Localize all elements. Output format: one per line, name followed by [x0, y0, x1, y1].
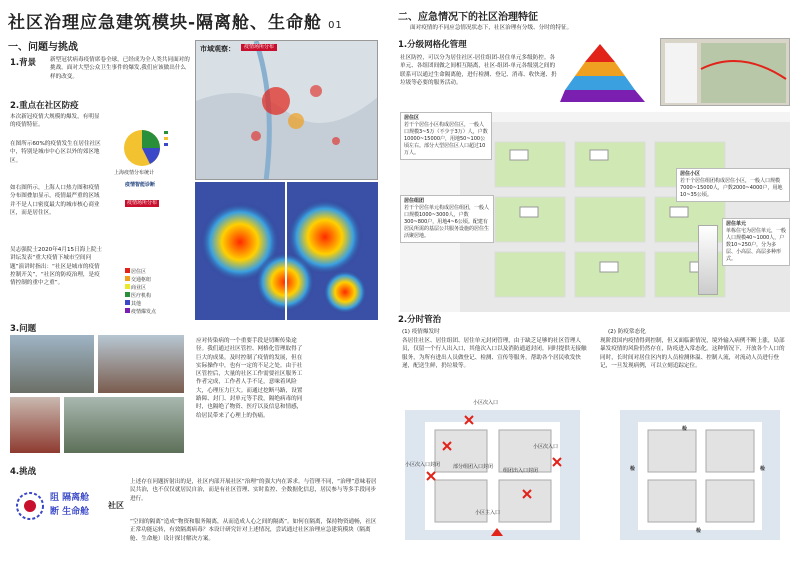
screen-mockup-svg: [661, 39, 791, 107]
callout-residential-group: 居住组团 若干个居住单元构成居住组团，一般人口规模1000~3000人，户数300~800户，用地4~6公顷。配建有居民所需的基层公共服务设施的居住生活聚居地。: [400, 195, 494, 243]
page-number: 01: [328, 20, 343, 31]
legend-item: 交通枢纽: [125, 276, 193, 284]
legend-item: 医疗机构: [125, 292, 193, 300]
control-diagram-normal: [620, 400, 780, 550]
label-group-entrance: 组团出入口封闭: [503, 468, 539, 474]
photo-street: [64, 397, 184, 453]
map-legend: [125, 268, 193, 316]
analysis-title: 疫情智能诊断: [125, 182, 156, 188]
section-2-heading: 2.重点在社区防疫: [10, 101, 79, 111]
page-title-main: 社区治理应急建筑模块-隔离舱、生命舱: [8, 13, 323, 33]
subsection-2-col1-text: 各居住社区、居住组团、居住单元封闭管理，由于缺乏足够的社区管理人员，仅留一个行人出入口，其他次入口以及消防通道封闭。同时提供无接触服务，为所有进出人员做登记、检测、宣传等服务。帮助各个居民收发快递，配送生鲜，扔垃圾等。: [402, 338, 587, 369]
subsection-2-col1-title: (1) 疫情爆发时: [402, 329, 440, 335]
logo-line-2: 断 生命舱: [50, 507, 90, 517]
section-3-text: 应对传染病的一个重要手段是切断传染途径。我们通过社区管控、网格化管理取得了巨大的成果。及时控制了疫情的发展，但在实际操作中，也有一定的不足之处。由于社区管控后，大量的社区工作需要社区服务工作者完成，工作者人手不足，意味着风险大，心理压力巨大。而通过挖断马路，设置路障、封门、封单元等手段，隔绝病毒的同时，也隔绝了物资、医疗以及信息和情感，给居民带来了心理上的伤痛。: [196, 338, 303, 419]
photo-barricade: [10, 335, 94, 393]
logo: [12, 482, 124, 532]
label-main-entrance: 小区主入口: [475, 510, 501, 516]
section-1-heading: 一、问题与挑战: [8, 42, 78, 53]
section-4-p2: “空间的隔离”造成“物资和服务隔离，从而造成人心之间的隔离”。如何在隔离，保持物资通畅，社区正常功能运转，有效隔离病毒？本设计研究针对上述情况，尝试通过社区治理应急建筑模块（隔离舱、生命舱）设计探讨解决方案。: [130, 519, 377, 542]
screen-mockup: [660, 38, 790, 106]
section-3-heading: 3.问题: [10, 324, 37, 334]
section-2-p4: 吴志强院士2020年4月15日海上院士讲坛发表“重大疫情下城市空间问题”演讲时指出：“社区是城市的疫情控制开关”，“社区的防疫治理，是疫情控制的重中之重”。: [10, 247, 103, 287]
label-group-closed: 部分组团入口封闭: [453, 464, 494, 470]
heat-map: [195, 182, 378, 320]
photo-grid: [10, 335, 185, 455]
map-label: 市域观察：: [200, 45, 235, 53]
check-point-left: 检: [630, 466, 636, 472]
section-2-p3: 如右图所示，上海人口热力图和疫情分布图叠加显示，疫情最严重的区域并不是人口密度最大的城市核心商业区，而是居住区。: [10, 185, 100, 216]
pie-caption: 上海疫情分布统计: [114, 170, 155, 176]
callout-residential-unit: 居住单元 单栋住宅为居住单元，一般人口规模40~1000人，户数10~250户，分为多层、小高层、高层多种形式。: [722, 218, 790, 266]
subsection-2-heading: 2.分时管治: [398, 315, 442, 325]
photo-red-lanterns: [10, 397, 60, 453]
control-diagram-outbreak-svg: [405, 400, 580, 550]
section-2-p1: 本次新冠疫情大规模的爆发，有明显的疫情特征。: [10, 114, 100, 129]
section-4-p1: 上述存在问题折射出的是，社区内部开展社区“治理”的强大内在诉求。与管理不同，“治理”意味着居民共治，也不仅仅就居民自治，而是有社区管理、实时监控、全数据化信息，居民参与等多手段同步进行。: [130, 479, 377, 502]
page-title: [8, 8, 343, 33]
section-4-heading: 4.挑战: [10, 467, 37, 477]
city-map-svg: [196, 41, 378, 180]
subsection-2-col2-title: (2) 防疫常态化: [608, 329, 646, 335]
pyramid-diagram: [560, 38, 655, 106]
subsection-1-text: 社区防控，可以分为居住社区-居住组团-居住单元多级防控。各单元、各组团间做之间相互隔离，社区-组团-单元各级别之间的联系可以通过生命隔离舱，进行检测、登记、消毒、收快递、扔垃圾等必要的服务活动。: [400, 55, 557, 86]
pie-legend-swatch: [164, 143, 168, 146]
logo-line-1: 阻 隔离舱: [50, 493, 90, 503]
check-point-bottom: 检: [696, 528, 702, 534]
check-point-top: 检: [682, 426, 688, 432]
pie-legend-swatch: [164, 131, 168, 134]
section-two-heading: 二、应急情况下的社区治理特征: [398, 12, 538, 23]
subsection-1-heading: 1.分级网格化管理: [398, 40, 467, 50]
photo-checkpoint: [98, 335, 184, 393]
legend-item: 居住区: [125, 268, 193, 276]
section-two-intro: 面对疫情的不同应急情况状态下，社区治理有分级、分时的特征。: [410, 25, 573, 31]
logo-side: 社区: [108, 501, 124, 510]
pyramid-svg: [560, 38, 655, 106]
logo-virus-icon: [12, 484, 48, 528]
callout-residential-district: 居住区 若干个居住小区构成居住区，一般人口规模3~5万（不少于3万）人，户数10000~15000户，用地50~100公顷左右。部分大型居住区人口超过10万人。: [400, 112, 492, 160]
heat-map-svg: [195, 182, 378, 320]
legend-item: 商业区: [125, 284, 193, 292]
city-map: [195, 40, 378, 180]
label-sub-entrance-right: 小区次入口: [533, 444, 559, 450]
analysis-badge: 疫情场所分布: [127, 200, 158, 206]
pie-chart: [110, 123, 180, 178]
pie-legend-swatch: [164, 137, 168, 140]
callout-residential-xiaoqu: 居住小区 若干个居住组团构成居住小区，一般人口规模 7000~15000人，户数2000~4000户，用地10~35公顷。: [676, 168, 790, 202]
analysis-header: [125, 182, 195, 208]
label-sub-entrance-top: 小区次入口: [473, 400, 499, 406]
check-point-right: 检: [760, 466, 766, 472]
pie-slice-medical: [142, 130, 160, 148]
background-label: 1.背景: [10, 58, 37, 68]
legend-item: 其他: [125, 300, 193, 308]
label-sub-entrance-closed-left: 小区次入口封闭: [405, 462, 441, 468]
section-2-p2: 在图所示60%的疫情发生在居住社区中，特别是城市中心区以外的郊区地区。: [10, 141, 101, 164]
tower-illustration: [698, 225, 718, 295]
background-text: 新型冠状病毒疫情席卷全球，已经成为全人类共同面对的挑战。面对大型公众卫生事件的爆发,我们应该做出什么样的改变。: [50, 57, 190, 80]
legend-item: 疫情爆发点: [125, 308, 193, 316]
control-diagram-outbreak: [405, 400, 580, 550]
map-badge: 疫情场所分布: [241, 44, 277, 51]
subsection-2-col2-text: 现阶段国内疫情得到控制，但又面临新情况，境外输入病例不断上涨，局部暴发疫情的风险仍然存在，防疫进入常态化。这种情况下，开放各个人口的同时，长时间对居住区内的人员检测体温、控制人流，对流动人员进行登记，一旦发现病例，可以立刻追踪定位。: [600, 338, 785, 369]
